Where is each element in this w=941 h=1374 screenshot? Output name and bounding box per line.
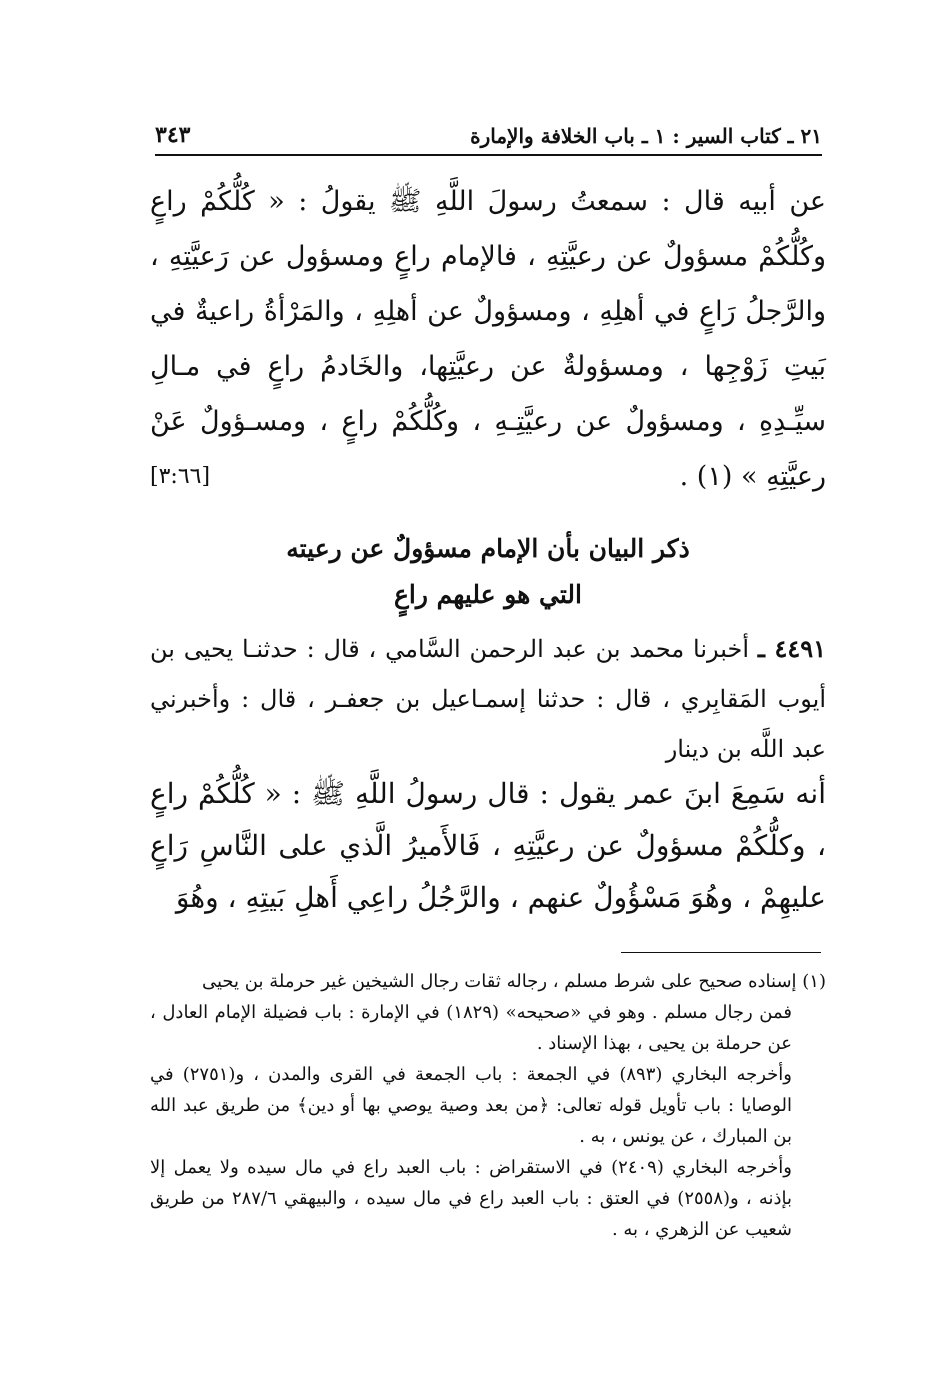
footnote-1-paragraph-3: وأخرجه البخاري (٢٤٠٩) في الاستقراض : باب العبد راع في مال سيده ولا يعمل إلا بإذنه ، و(٢٥٥٨) في العتق : باب العبد راع في مال سيده ، والبيهقي ٢٨٧/٦ من طريق شعيب عن الزهري ، به . — [150, 1157, 792, 1240]
footnote-1-paragraph-2: وأخرجه البخاري (٨٩٣) في الجمعة : باب الجمعة في القرى والمدن ، و(٢٧٥١) في الوصايا : باب تأويل قوله تعالى: ﴿من بعد وصية يوصي بها أو دين﴾ من طريق عبد الله بن المبارك ، عن يونس ، به . — [150, 1064, 792, 1147]
section-title-line-1: ذكر البيان بأن الإمام مسؤولٌ عن رعيته — [286, 534, 690, 563]
reference-citation: [٣:٦٦] — [150, 464, 211, 489]
hadith-number: ٤٤٩١ ـ — [757, 634, 826, 663]
hadith-matn: أنه سَمِعَ ابنَ عمر يقول : قال رسولُ اللَّهِ ﷺ : « كُلُّكُمْ راعٍ ، وكلُّكُمْ مسؤولٌ عن رعيَّتِهِ ، فَالأَميرُ الَّذي على النَّاسِ رَاعٍ عليهِمْ ، وهُوَ مَسْؤُولٌ عنهم ، والرَّجُلُ راعِي أَهلِ بَيتِهِ ، وهُوَ — [150, 777, 826, 914]
hadith-isnad: أخبرنا محمد بن عبد الرحمن السَّامي ، قال : حدثنـا يحيى بن أيوب المَقابِري ، قال : حدثنا إسمـاعيل بن جعفـر ، قال : وأخبرني عبد اللَّه بن دينار — [150, 635, 826, 763]
main-text-body: عن أبيه قال : سمعتُ رسولَ اللَّهِ ﷺ يقولُ : « كُلُّكُمْ راعٍ وكُلُّكُمْ مسؤولٌ عن رعيَّتِهِ ، فالإمام راعٍ ومسؤول عن رَعيَّتِهِ ، والرَّجلُ رَاعٍ في أهلِهِ ، ومسؤولٌ عن أهلِهِ ، والمَرْأةُ راعيةٌ في بَيتِ زَوْجِها ، ومسؤولةٌ عن رعيَّتِها، والخَادمُ راعٍ في مـالِ سيِّـدِهِ ، ومسؤولٌ عن رعيَّتِـهِ ، وكُلُّكُمْ راعٍ ، ومسـؤولٌ عَنْ رعيَّتِهِ » (١) . — [150, 186, 826, 492]
running-title: ٢١ ـ كتاب السير : ١ ـ باب الخلافة والإمارة — [470, 124, 822, 148]
section-heading — [150, 526, 826, 618]
footnote-1-line-1: (١) إسناده صحيح على شرط مسلم ، رجاله ثقات رجال الشيخين غير حرملة بن يحيى — [202, 971, 826, 992]
footnote-separator — [621, 952, 821, 953]
page-number: ٣٤٣ — [155, 122, 191, 148]
hadith-isnad-block — [150, 624, 826, 774]
section-title-line-2: التي هو عليهم راعٍ — [394, 580, 582, 609]
footnote-1-line-2: فمن رجال مسلم . وهو في «صحيحه» (١٨٢٩) في الإمارة : باب فضيلة الإمام العادل ، عن حرملة بن يحيى ، بهذا الإسناد . — [150, 1002, 793, 1054]
page-header — [155, 114, 822, 156]
footnotes — [150, 966, 826, 1245]
main-text-block — [150, 174, 826, 504]
